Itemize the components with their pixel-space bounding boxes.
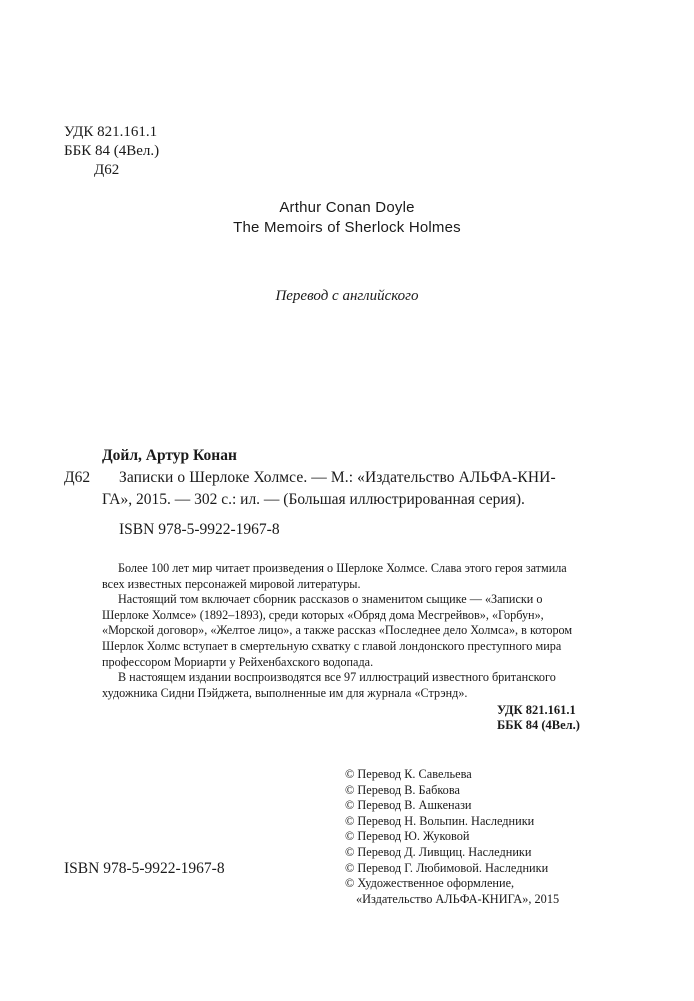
annotation-line: профессором Мориарти у Рейхенбахского водопада. bbox=[102, 654, 374, 669]
isbn-bottom: ISBN 978-5-9922-1967-8 bbox=[64, 860, 225, 877]
copyright-line: © Перевод Г. Любимовой. Наследники bbox=[345, 860, 549, 875]
translation-note: Перевод с английского bbox=[275, 288, 419, 304]
bib-line-2: ГА», 2015. — 302 с.: ил. — (Большая иллюстрированная серия). bbox=[102, 491, 525, 508]
original-title: The Memoirs of Sherlock Holmes bbox=[233, 219, 461, 236]
original-author: Arthur Conan Doyle bbox=[279, 199, 415, 216]
annotation-line: всех известных персонажей мировой литературы. bbox=[102, 576, 361, 591]
bib-author-mark: Д62 bbox=[64, 469, 91, 486]
copyright-line: «Издательство АЛЬФА-КНИГА», 2015 bbox=[356, 891, 560, 906]
annotation bbox=[102, 561, 596, 701]
annotation-line: Шерлоке Холмсе» (1892–1893), среди которых «Обряд дома Месгрейвов», «Горбун», bbox=[102, 607, 544, 622]
udk-code: УДК 821.161.1 bbox=[64, 124, 158, 140]
bbk-code: ББК 84 (4Вел.) bbox=[64, 143, 160, 159]
bbk-code-right: ББК 84 (4Вел.) bbox=[497, 718, 580, 732]
copyright-line: © Перевод В. Ашкенази bbox=[345, 798, 472, 813]
copyright-line: © Перевод Ю. Жуковой bbox=[345, 829, 470, 844]
author-heading: Дойл, Артур Конан bbox=[102, 447, 237, 464]
annotation-line: Более 100 лет мир читает произведения о Шерлоке Холмсе. Слава этого героя затмила bbox=[118, 561, 567, 575]
bib-isbn: ISBN 978-5-9922-1967-8 bbox=[119, 521, 280, 538]
copyright-line: © Перевод Д. Ливщиц. Наследники bbox=[345, 844, 532, 859]
udk-code-right: УДК 821.161.1 bbox=[497, 703, 576, 717]
annotation-line: Настоящий том включает сборник рассказов о знаменитом сыщике — «Записки о bbox=[118, 592, 543, 607]
bib-line-1: Записки о Шерлоке Холмсе. — М.: «Издательство АЛЬФА-КНИ- bbox=[119, 469, 556, 486]
copyright-line: © Перевод В. Бабкова bbox=[345, 782, 460, 797]
copyright-line: © Художественное оформление, bbox=[345, 876, 515, 891]
copyright-list bbox=[345, 767, 645, 907]
annotation-line: художника Сидни Пэйджета, выполненные им для журнала «Стрэнд». bbox=[102, 685, 468, 700]
annotation-line: Шерлок Холмс вступает в смертельную схватку с главой лондонского преступного мира bbox=[102, 638, 562, 653]
author-mark: Д62 bbox=[94, 162, 120, 178]
copyright-line: © Перевод К. Савельева bbox=[345, 767, 472, 781]
annotation-line: «Морской договор», «Желтое лицо», а также рассказ «Последнее дело Холмса», в котором bbox=[102, 623, 573, 638]
annotation-line: В настоящем издании воспроизводятся все 97 иллюстраций известного британского bbox=[118, 670, 556, 685]
copyright-line: © Перевод Н. Вольпин. Наследники bbox=[345, 813, 535, 828]
